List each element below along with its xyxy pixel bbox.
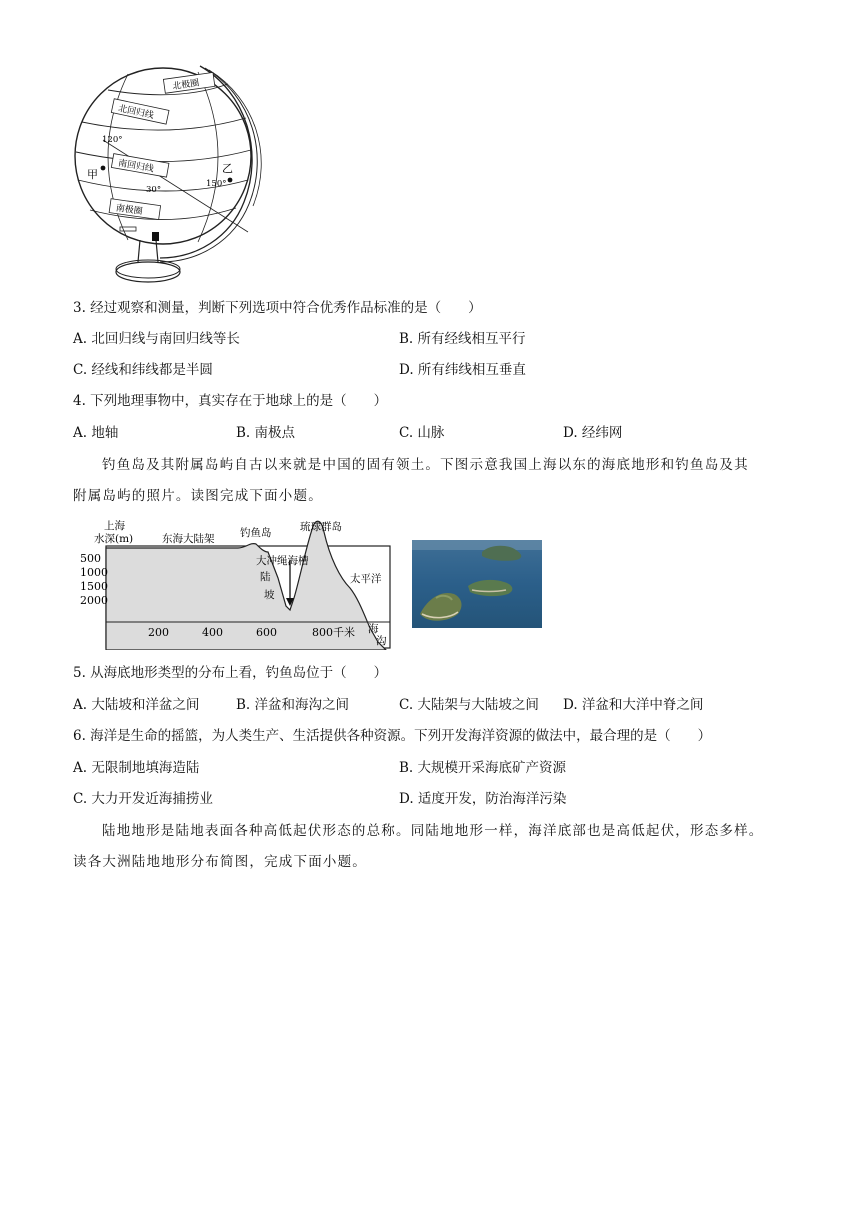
x-tick-800: 800千米 xyxy=(312,626,355,639)
label-diaoyu: 钓鱼岛 xyxy=(240,527,272,539)
x-tick-400: 400 xyxy=(202,626,223,639)
seafloor-profile-figure xyxy=(78,518,394,650)
q6-option-b[interactable]: B. 大规模开采海底矿产资源 xyxy=(399,760,567,776)
y-tick-1500: 1500 xyxy=(80,580,108,593)
q5-option-a[interactable]: A. 大陆坡和洋盆之间 xyxy=(73,697,200,713)
label-depth: 水深(m) xyxy=(94,533,134,545)
diaoyu-island-photo xyxy=(412,540,542,628)
point-yi-marker xyxy=(228,178,233,183)
tropic-cancer-label: 北回归线 xyxy=(117,103,155,122)
x-tick-600: 600 xyxy=(256,626,277,639)
x-tick-200: 200 xyxy=(148,626,169,639)
q5-option-b[interactable]: B. 洋盆和海沟之间 xyxy=(236,697,350,713)
label-trench-1: 海 xyxy=(368,623,379,635)
q3-option-a[interactable]: A. 北回归线与南回归线等长 xyxy=(73,331,240,347)
q3-option-b[interactable]: B. 所有经线相互平行 xyxy=(399,331,526,347)
point-yi-label: 乙 xyxy=(222,162,233,175)
label-ryukyu: 琉球群岛 xyxy=(300,521,342,533)
lon-120-label: 120° xyxy=(102,135,123,145)
y-tick-2000: 2000 xyxy=(80,594,108,607)
point-jia-label: 甲 xyxy=(87,168,98,181)
q6-option-c[interactable]: C. 大力开发近海捕捞业 xyxy=(73,791,213,807)
y-tick-1000: 1000 xyxy=(80,566,108,579)
label-shelf: 东海大陆架 xyxy=(162,533,215,545)
q6-option-d[interactable]: D. 适度开发，防治海洋污染 xyxy=(399,791,567,807)
label-pacific: 太平洋 xyxy=(350,573,382,585)
q4-option-d[interactable]: D. 经纬网 xyxy=(563,425,623,441)
label-trough: 大冲绳海槽 xyxy=(256,555,309,567)
q4-option-a[interactable]: A. 地轴 xyxy=(73,425,119,441)
y-tick-500: 500 xyxy=(80,552,101,565)
tropic-capricorn-label: 南回归线 xyxy=(117,158,155,175)
lat-30-label: 30° xyxy=(146,185,162,195)
label-slope-2: 坡 xyxy=(264,589,275,601)
label-slope-1: 陆 xyxy=(260,571,271,583)
label-shanghai: 上海 xyxy=(104,520,125,532)
intro2-line2: 读各大洲陆地地形分布简图，完成下面小题。 xyxy=(73,854,367,870)
q3-option-c[interactable]: C. 经线和纬线都是半圆 xyxy=(73,362,213,378)
north-polar-circle-label: 北极圈 xyxy=(171,78,201,93)
q6-option-a[interactable]: A. 无限制地填海造陆 xyxy=(73,760,200,776)
globe-figure xyxy=(68,62,268,290)
lon-150-label: 150° xyxy=(206,179,227,189)
q5-stem: 5. 从海底地形类型的分布上看，钓鱼岛位于（ ） xyxy=(73,665,388,681)
south-polar-circle-label: 南极圈 xyxy=(115,203,144,218)
q4-option-c[interactable]: C. 山脉 xyxy=(399,425,445,441)
label-trench-2: 沟 xyxy=(376,635,387,647)
q3-option-d[interactable]: D. 所有纬线相互垂直 xyxy=(399,362,526,378)
q5-option-c[interactable]: C. 大陆架与大陆坡之间 xyxy=(399,697,539,713)
intro2-line1: 陆地地形是陆地表面各种高低起伏形态的总称。同陆地地形一样，海洋底部也是高低起伏，形态多样。 xyxy=(102,823,764,839)
point-jia-marker xyxy=(101,166,106,171)
q5-option-d[interactable]: D. 洋盆和大洋中脊之间 xyxy=(563,697,704,713)
q6-stem: 6. 海洋是生命的摇篮，为人类生产、生活提供各种资源。下列开发海洋资源的做法中，最合理的是（ ） xyxy=(73,728,712,744)
q4-stem: 4. 下列地理事物中，真实存在于地球上的是（ ） xyxy=(73,393,388,409)
intro1-line2: 附属岛屿的照片。读图完成下面小题。 xyxy=(73,488,323,504)
q4-option-b[interactable]: B. 南极点 xyxy=(236,425,296,441)
q3-stem: 3. 经过观察和测量，判断下列选项中符合优秀作品标准的是（ ） xyxy=(73,300,482,316)
intro1-line1: 钓鱼岛及其附属岛屿自古以来就是中国的固有领土。下图示意我国上海以东的海底地形和钓鱼岛及其 xyxy=(102,457,749,473)
